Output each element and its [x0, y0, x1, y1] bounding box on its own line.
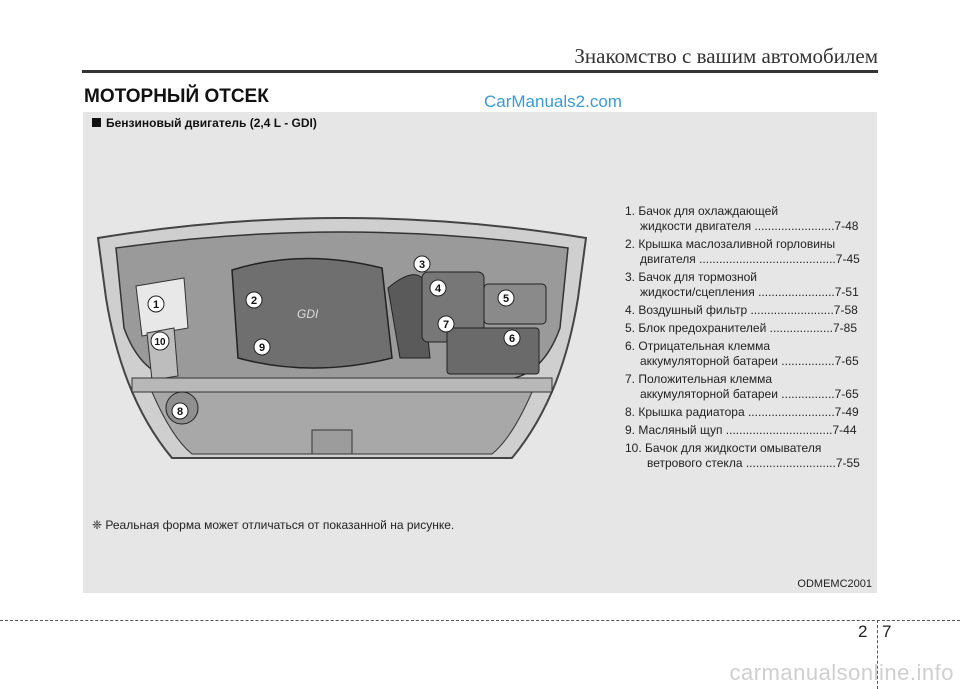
section-title: МОТОРНЫЙ ОТСЕК — [84, 86, 269, 107]
callout-6 — [504, 330, 520, 346]
legend-text-2: аккумуляторной батареи ................7-65 — [640, 387, 859, 401]
fuse-box — [484, 284, 546, 324]
legend-text-2: двигателя .........................................7-45 — [640, 252, 860, 266]
page-number-page: 7 — [882, 622, 892, 641]
battery — [447, 328, 539, 374]
callout-9 — [254, 339, 270, 355]
legend-text: Масляный щуп ................................7-44 — [638, 423, 857, 437]
latch-slot — [312, 430, 352, 454]
callout-1-label: 1 — [152, 299, 160, 311]
chapter-header: Знакомство с вашим автомобилем — [574, 44, 878, 68]
legend-num: 1. — [625, 204, 636, 218]
legend-text-2: жидкости двигателя ........................7-48 — [640, 219, 859, 233]
callout-4 — [430, 280, 446, 296]
legend-text: Крышка маслозаливной горловины — [638, 237, 836, 251]
engine-cover-label: GDI — [297, 307, 319, 321]
legend-num: 8. — [625, 405, 636, 419]
callout-6-label: 6 — [508, 333, 516, 345]
callout-10 — [151, 332, 169, 350]
callout-2-label: 2 — [250, 295, 258, 307]
legend-item-4 — [625, 303, 865, 318]
legend-text-2: ветрового стекла ...........................7-55 — [647, 456, 860, 470]
callout-2 — [246, 292, 262, 308]
square-bullet-icon — [92, 118, 101, 127]
legend-text: Бачок для жидкости омывателя — [645, 441, 822, 455]
legend-item-1 — [625, 204, 865, 234]
callout-5-label: 5 — [502, 293, 510, 305]
figure-subtitle — [92, 116, 317, 130]
footer-watermark[interactable]: carmanualsonline.info — [729, 660, 954, 685]
legend-num: 6. — [625, 339, 636, 353]
image-code: ODMEMC2001 — [797, 578, 872, 590]
callout-4-label: 4 — [434, 283, 442, 295]
callout-8-label: 8 — [176, 406, 184, 418]
callout-7 — [438, 316, 454, 332]
legend-text: Блок предохранителей ...................7-85 — [638, 321, 858, 335]
legend-num: 9. — [625, 423, 636, 437]
legend-text: Крышка радиатора ..........................7-49 — [638, 405, 859, 419]
legend-item-8 — [625, 405, 865, 420]
callout-5 — [498, 290, 514, 306]
legend-item-9 — [625, 423, 865, 438]
legend-num: 7. — [625, 372, 636, 386]
legend-text: Положительная клемма — [638, 372, 773, 386]
legend-item-5 — [625, 321, 865, 336]
legend-item-7 — [625, 372, 865, 402]
parts-legend — [625, 204, 865, 474]
callout-10-label: 10 — [154, 337, 166, 348]
page-number-chapter: 2 — [858, 622, 868, 641]
legend-num: 2. — [625, 237, 636, 251]
callout-7-label: 7 — [442, 319, 450, 331]
watermark-link[interactable]: CarManuals2.com — [484, 92, 622, 111]
legend-item-2 — [625, 237, 865, 267]
legend-text: Бачок для тормозной — [638, 270, 757, 284]
legend-num: 5. — [625, 321, 636, 335]
legend-text-2: жидкости/сцепления .......................7-51 — [640, 285, 859, 299]
legend-num: 3. — [625, 270, 636, 284]
figure-note: ❈ Реальная форма может отличаться от показанной на рисунке. — [92, 518, 455, 532]
legend-text: Воздушный фильтр .........................7-58 — [638, 303, 858, 317]
radiator-support — [132, 378, 552, 392]
callout-9-label: 9 — [258, 342, 266, 354]
legend-text: Бачок для охлаждающей — [638, 204, 779, 218]
legend-num: 4. — [625, 303, 636, 317]
legend-item-6 — [625, 339, 865, 369]
legend-num: 10. — [625, 441, 642, 455]
callout-3-label: 3 — [418, 259, 426, 271]
header-rule — [82, 70, 878, 73]
legend-item-10 — [625, 441, 865, 471]
legend-text: Отрицательная клемма — [638, 339, 771, 353]
callout-3 — [414, 256, 430, 272]
legend-item-3 — [625, 270, 865, 300]
callout-1 — [148, 296, 164, 312]
callout-8 — [172, 403, 188, 419]
engine-bay-illustration — [92, 208, 592, 488]
figure-subtitle-text: Бензиновый двигатель (2,4 L - GDI) — [106, 116, 317, 130]
footer-rule — [0, 620, 960, 621]
legend-text-2: аккумуляторной батареи ................7-65 — [640, 354, 859, 368]
